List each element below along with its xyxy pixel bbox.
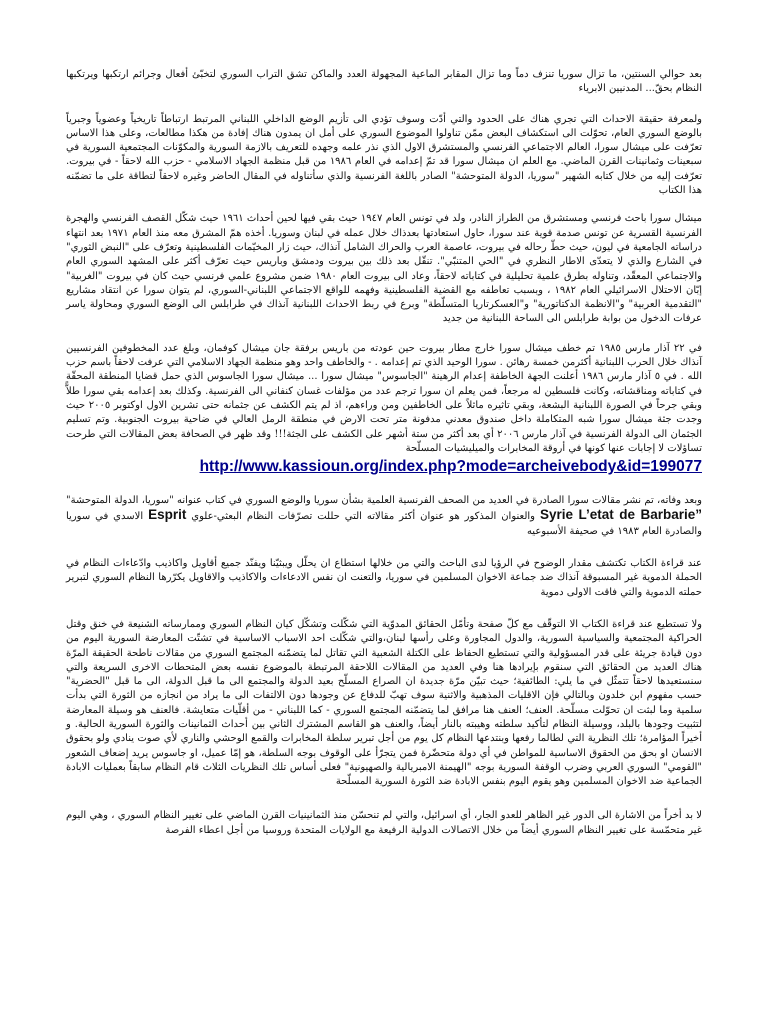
- book-text-a: وبعد وفاته، تم نشر مقالات سورا الصادرة في العديد من الصحف الفرنسية العلمية بشأن سوريا والوضع السوري في كتاب عنوانه "سوريا، الدولة المتوحشة": [66, 495, 702, 507]
- journal-name-latin: Esprit: [148, 507, 187, 523]
- paragraph-kidnapping: في ٢٢ آذار مارس ١٩٨٥ تم خطف ميشال سورا خارج مطار بيروت حين عودته من باريس برفقة جان ميشال كوفمان، وبلغ عدد المخطوفين الفرنسيين آنذاك خلال الحرب اللبنانية أكثرمن خمسة رهائن . سورا الوحيد الذي تم إعدامه . - والخاطف واحد وهو منظمة الجهاد الاسلامي التي عرفت لاحقاً باسم حزب الله . في ٥ آذار مارس ١٩٨٦ أعلنت الجهة الخاطفة إعدام الرهينة "الجاسوس" ميشال سورا ... ميشال سورا الجاسوس الذي حمل قضايا المنطقة المحقّة في كتاباته ومناقشاته، وكانت فلسطين له مرجعاً، فمن يعلم ان سورا ترجم عدد من مؤلفات غسان كنفاني الى الفرنسية. وكذلك بعد إعدامه بقي سورا طلاًّ وبقي جرحاً في الصورة اللبنانية البشعة، وبقي تاثيره ماثلاً على الخاطفين ومن وراءهم، اذ لم يتم الكشف عن جثمانه حتى تشرين الاول اوكتوبر ٢٠٠٥ حيث وجدت جثة ميشال سورا شبه المتكاملة داخل صندوق معدني مدفونة متر تحت الارض في منطقة الرمل العالي في ضاحية بيروت الجنوبية. وتم تسليم الجثمان الى الدولة الفرنسية في آذار مارس ٢٠٠٦ أي بعد أكثر من ستة أشهر على الكشف على الجثة!!! وقد ظهر في الصحافة بعض المقالات التي طرحت تساؤلات لا إجابات عنها كونها في أروقة المخابرات والميليشيات المسلّحة: [66, 342, 703, 454]
- book-title-latin: Syrie L’etat de Barbarie”: [539, 507, 703, 523]
- paragraph-analysis: ولا تستطيع عند قراءة الكتاب الا التوقّف مع كلّ صفحة وتأمّل الحقائق المدوّية التي شكّلت وتشكّل كيان النظام السوري وممارساته الشنيعة في خنق وقتل الحراكية المجتمعية والسياسية السورية، والدول المجاورة وعلى رأسها لبنان،والتي شكّلت احد الاسباب الاساسية في تشتّت المعارضة السورية اليوم من دون قيادة جريئة على قدر المسؤولية والتي تستطيع الحفاظ على الكتلة الشعبية التي تقاتل لما يتضمّنه المجتمع السوري من مقالات ناطحة الحقيقة المرّة هناك العديد من الحقائق التي سنقوم بإيرادها هنا وفي العديد من المقالات اللاحقة المرتبطة بالموضوع نفسه بعض المتحطات الاخرى السريعة والتي سنستعيدها لاحقاً تتمثّل في ما يلي: الطائفية؛ حيث تبيّن مرّة جديدة ان الصراع المسلّح بعيد الدولة والمجتمع الى ما قبل الدولة، الى ما قبل "الحضرية" حسب مفهوم ابن خلدون وبالتالي فإن الاقليات المذهبية والاثنية سوف تهبّ للدفاع عن وجودها دون الالتفات الى ما يراد من انجازه من الثورة التي بدأت سلمية وما لبثت ان تحوّلت مسلّحة. العنف؛ العنف هنا مرافق لما يتضمّنه المجتمع السوري - كما اللبناني - من أقلّيات متعايشة. فالعنف هو وسيلة المعارضة لتثبيت وجودها بالبلد، ووسيلة النظام لتأكيد سلطته وهيبته بالنار أيضاً، والعنف هو القاسم المشترك الثاني بين أحداث الثمانينات والثورة السورية الحالية. و أخيراً المؤامرة؛ تلك النظرية التي لطالما رفعها وبنتدعها النظام كل يوم من أجل تبرير سلطة المخابرات والقمع الوحشي والناري لأي صوت ينادي ولو بحقوق الانسان او بحق من الحقوق الاساسية للمواطن في أي دولة متحضّرة فمن يتجرّأ على الوقوف بوجه السلطة، هو إمّا عميل، او جاسوس يريد إضعاف الشعور "القومي" السوري العربي وضرب الوقفة السورية بوجه "الهيمنة الامبريالية والصهيونية" فعلى أساس تلك النظريات الثلاث قام النظام سابقاً بعمليات الابادة الجماعية ضد الاخوان المسلمين وهو يقوم اليوم بنفس الابادة ضد الثورة السورية المسلّحة: [66, 618, 702, 788]
- paragraph-biography: ميشال سورا باحث فرنسي ومستشرق من الطراز النادر، ولد في تونس العام ١٩٤٧ حيث بقي فيها لحين أحداث ١٩٦١ حيث شكّل القصف الفرنسي والهجرة الفرنسية القسرية عن تونس صدمة قوية عند سورا، حاول استعادتها بعدذاك خلال عمله في لبنان وسوريا. أخذه همّ المشرق معه منذ العام ١٩٧١ بعد انتهاء دراساته الجامعية في ليون، حيث حطّ رحاله في بيروت، عاصمة العرب والحراك الشامل آنذاك، حيث زار المخيّمات الفلسطينية وتعرّف على "النبض الثوري" في الشارع والذي لا يتعدّى الاطار النظري في "الحي المتنبّي". تنقّل بعد ذلك بين بيروت ودمشق وباريس حيث تعرّف أكثر على المشهد السوري العام والاجتماعي المعقّد، وتناوله بطرق علمية تحليلية في كتاباته لاحقاً، وعاد الى بيروت العام ١٩٨٠ ضمن مشروع علمي فرنسي حيث كان في بيروت "الغربية" إبّان الاحتلال الاسرائيلي العام ١٩٨٢ ، وبسبب تعاطفه مع القضية الفلسطينية وفهمه للواقع الاجتماعي اللبناني-السوري، لم يتوان سورا عن انتقاد مشاريع "التقدمية العربية" و"الانظمة الدكتاتورية" و"العسكرتاريا المتسلّطة" وبرع في ربط الاحداث اللبنانية آنذاك في طرابلس الى الوضع السوري ومحاولة ياسر عرفات الدخول من بوابة طرابلس الى الساحة اللبنانية من جديد: [66, 213, 703, 325]
- paragraph-reading: عند قراءة الكتاب تكتشف مقدار الوضوح في الرؤيا لدى الباحث والتي من خلالها استطاع ان يحلّل ويبثيّنا ويفنّد جميع أقاويل واكاذيب وادّعاءات النظام في الحملة الدموية غير المسبوقة آنذاك ضد جماعة الاخوان المسلمين في سوريا، والتعنت ان نفس الادعاءات والاكاذيب والاقاويل يكرّرها النظام السوري لتبرير حملته الدموية والتي فاقت الاولى دموية: [66, 558, 702, 598]
- book-text-b: والعنوان المذكور هو عنوان أكثر مقالاته التي حللت تصرّفات النظام البعثي-علوي: [191, 511, 535, 523]
- paragraph-intro: بعد حوالي السنتين، ما تزال سوريا تنزف دماً وما تزال المقابر الماعية المجهولة العدد والماكن تشق التراب السوري لتخبّئ أفعال وجرائم ارتكبها ويرتكبها النظام بحقّ... المدنيين الابرياء: [66, 69, 702, 95]
- book-text-c: الاسدي في سوريا والصادرة العام ١٩٨٣ في صحيفة الأسبوعيه: [66, 511, 702, 537]
- source-link[interactable]: http://www.kassioun.org/index.php?mode=archeivebody&id=199077: [199, 458, 702, 476]
- paragraph-context: ولمعرفة حقيقة الاحداث التي تجري هناك على الحدود والتي أدّت وسوف تؤدي الى تأزيم الوضع الداخلي اللبناني المرتبط ارتباطاً تاريخياً وعضوياً وجبرياً بالوضع السوري العام، تحوّلت الى استكشاف البعض ممّن تناولوا الموضوع السوري على أمل ان يمدون هناك إفادة من هكذا مطالعات، وعلى هذا الاساس تعرّفت على ميشال سورا، العالم الاجتماعي الفرنسي والمستشرق الاول الذي نذر علمه وجهده للتعريف بالازمة السورية والمكوّنات المجتمعية السورية في سبعينات وثمانينات القرن الماضي. مع العلم ان ميشال سورا قد تمّ إعدامه في العام ١٩٨٦ من قبل منظمة الجهاد الاسلامي - حزب الله لاحقاً - في بيروت. تعرّفت إليه من خلال كتابه الشهير "سوريا، الدولة المتوحشة" الصادر باللغة الفرنسية والذي سأتناوله في المقال الحاضر وغيره لاحقاً لتطاقة على ما تضمّنه هذا الكتاب: [66, 113, 702, 197]
- paragraph-conclusion: لا بد أخراً من الاشارة الى الدور غير الظاهر للعدو الجار، أي اسرائيل، والتي لم تنحسّن منذ الثمانينيات القرن الماضي على تغيير النظام السوري ، وهي اليوم غير متحمّسة على تغيير النظام السوري أيضاً من خلال الاتصالات الدولية الرفيعة مع الولايات المتحدة وروسيا من أجل اعطاء الفرصة: [66, 810, 702, 836]
- paragraph-book: [66, 494, 702, 539]
